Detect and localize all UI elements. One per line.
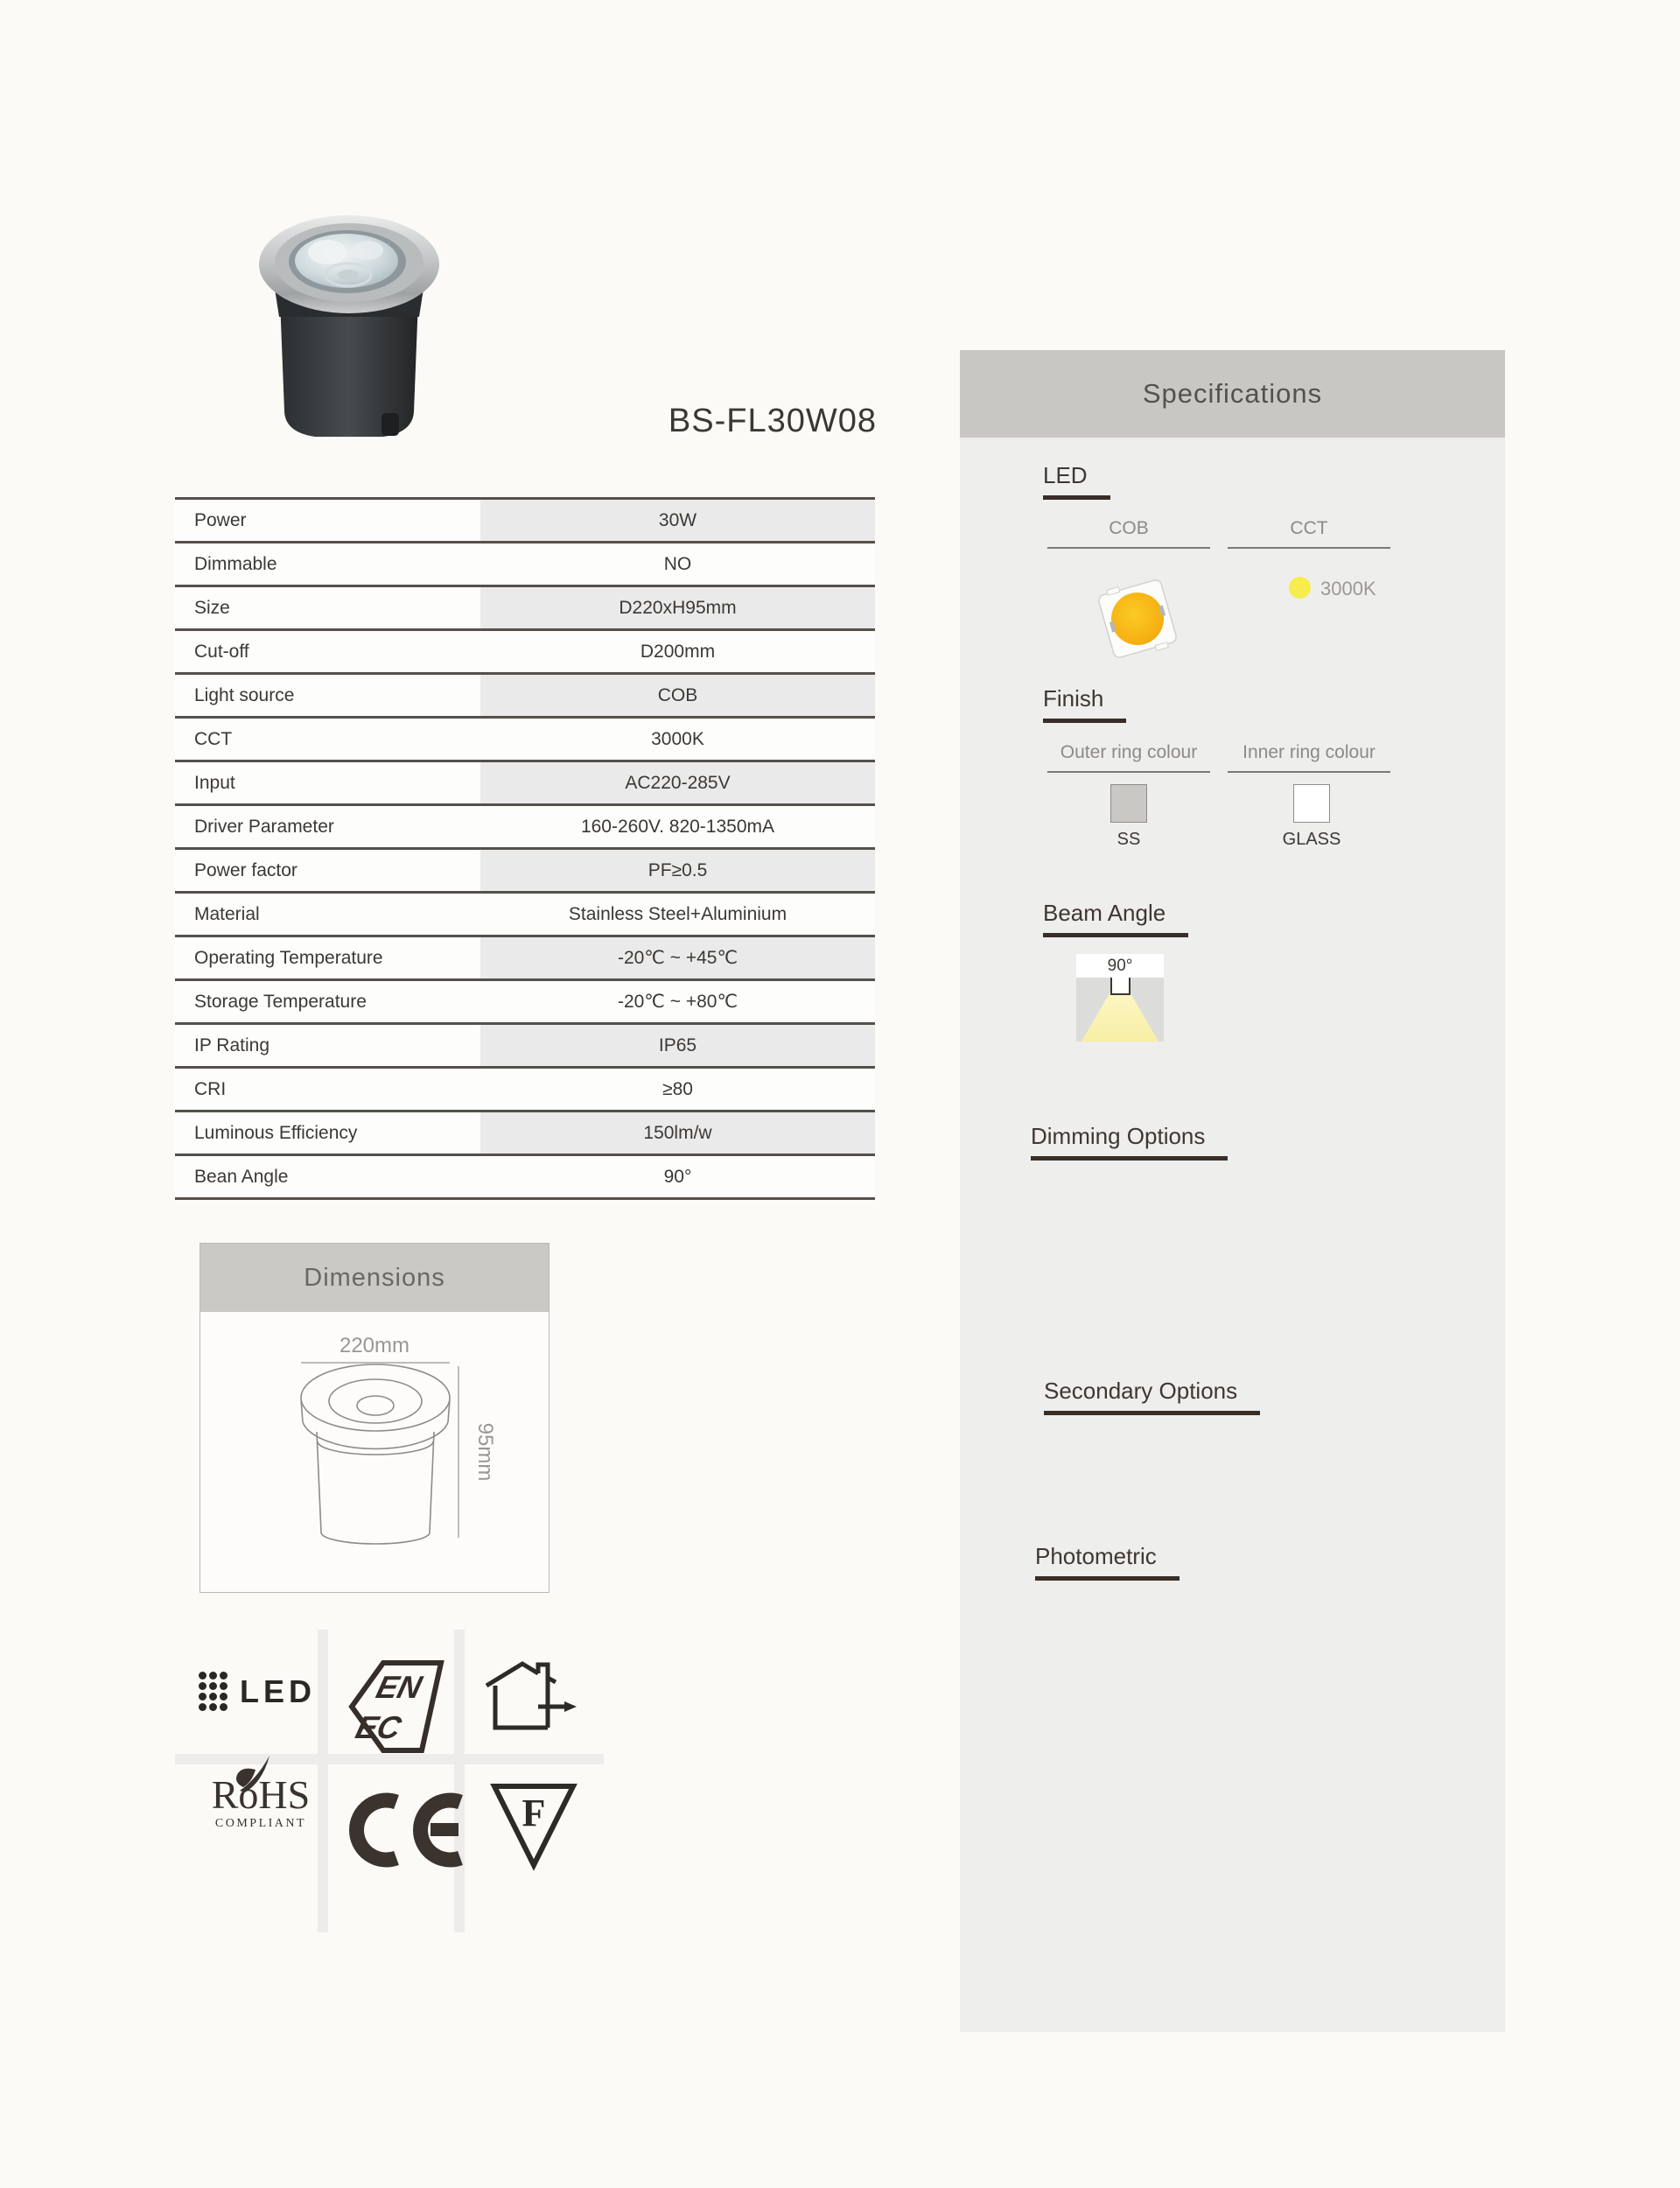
- led-section-heading: LED: [1043, 462, 1110, 500]
- dimming-options-heading: Dimming Options: [1031, 1123, 1228, 1161]
- table-row: Bean Angle 90°: [175, 1156, 875, 1200]
- table-row: CRI ≥80: [175, 1069, 875, 1112]
- specifications-panel: [960, 350, 1505, 2032]
- led-label: LED: [240, 1673, 316, 1709]
- outer-ring-colour-label: Outer ring colour: [1047, 742, 1210, 773]
- f-mark-text: F: [522, 1792, 546, 1834]
- dimensions-title: Dimensions: [200, 1244, 549, 1312]
- ss-swatch-label: SS: [1116, 830, 1141, 849]
- dimensions-box: [200, 1243, 550, 1593]
- table-row: Material Stainless Steel+Aluminium: [175, 894, 875, 937]
- table-row: Driver Parameter 160-260V. 820-1350mA: [175, 806, 875, 850]
- cob-chip-image: [1089, 571, 1186, 667]
- table-row: IP Rating IP65: [175, 1025, 875, 1069]
- table-row: Power 30W: [175, 500, 875, 543]
- rohs-cert-icon: [191, 1772, 331, 1831]
- spec-table: [175, 497, 875, 1200]
- glass-swatch-label: GLASS: [1282, 830, 1341, 849]
- table-row: Storage Temperature -20℃ ~ +80℃: [175, 981, 875, 1025]
- table-row: Dimmable NO: [175, 543, 875, 587]
- beam-angle-value: 90°: [1076, 954, 1164, 978]
- product-photo: [250, 194, 448, 448]
- dimension-width-label: 220mm: [339, 1334, 410, 1357]
- ce-cert-icon: [348, 1792, 471, 1868]
- house-cert-icon: [477, 1652, 591, 1766]
- inner-ring-colour-label: Inner ring colour: [1228, 742, 1390, 773]
- dimensions-drawing: [200, 1312, 549, 1592]
- dimension-height-label: 95mm: [473, 1422, 497, 1482]
- table-row: Light source COB: [175, 675, 875, 719]
- table-row: CCT 3000K: [175, 719, 875, 762]
- rohs-text: RoHS: [211, 1772, 311, 1817]
- led-dot-grid-icon: [199, 1672, 228, 1711]
- cct-color-dot: [1289, 577, 1311, 599]
- photometric-heading: Photometric: [1035, 1543, 1180, 1581]
- enec-bottom-text: EC: [352, 1709, 405, 1745]
- table-row: Power factor PF≥0.5: [175, 850, 875, 894]
- beam-angle-illustration: [1076, 954, 1164, 1041]
- specifications-header: Specifications: [960, 350, 1505, 438]
- led-cert-icon: [199, 1672, 316, 1711]
- grid-divider-vertical: [454, 1630, 465, 1932]
- rohs-compliant-text: COMPLIANT: [214, 1817, 307, 1830]
- table-row: Cut-off D200mm: [175, 631, 875, 675]
- glass-colour-swatch: [1293, 784, 1330, 823]
- enec-top-text: EN: [373, 1669, 426, 1705]
- fixture-square-icon: [1110, 978, 1130, 995]
- secondary-options-heading: Secondary Options: [1044, 1378, 1260, 1415]
- table-row: Luminous Efficiency 150lm/w: [175, 1112, 875, 1156]
- enec-cert-icon: [343, 1656, 450, 1763]
- table-row: Input AC220-285V: [175, 762, 875, 806]
- finish-section-heading: Finish: [1043, 685, 1126, 723]
- cob-column-label: COB: [1047, 518, 1210, 549]
- light-cone-icon: [1082, 992, 1158, 1041]
- cct-value: 3000K: [1320, 578, 1376, 600]
- beam-angle-section-heading: Beam Angle: [1043, 900, 1188, 937]
- table-row: Operating Temperature -20℃ ~ +45℃: [175, 937, 875, 981]
- f-mark-cert-icon: [488, 1780, 579, 1871]
- model-title: BS-FL30W08: [668, 403, 877, 439]
- table-row: Size D220xH95mm: [175, 587, 875, 631]
- cct-column-label: CCT: [1228, 518, 1390, 549]
- beam-cone-area: [1076, 978, 1164, 1041]
- ss-colour-swatch: [1110, 784, 1147, 823]
